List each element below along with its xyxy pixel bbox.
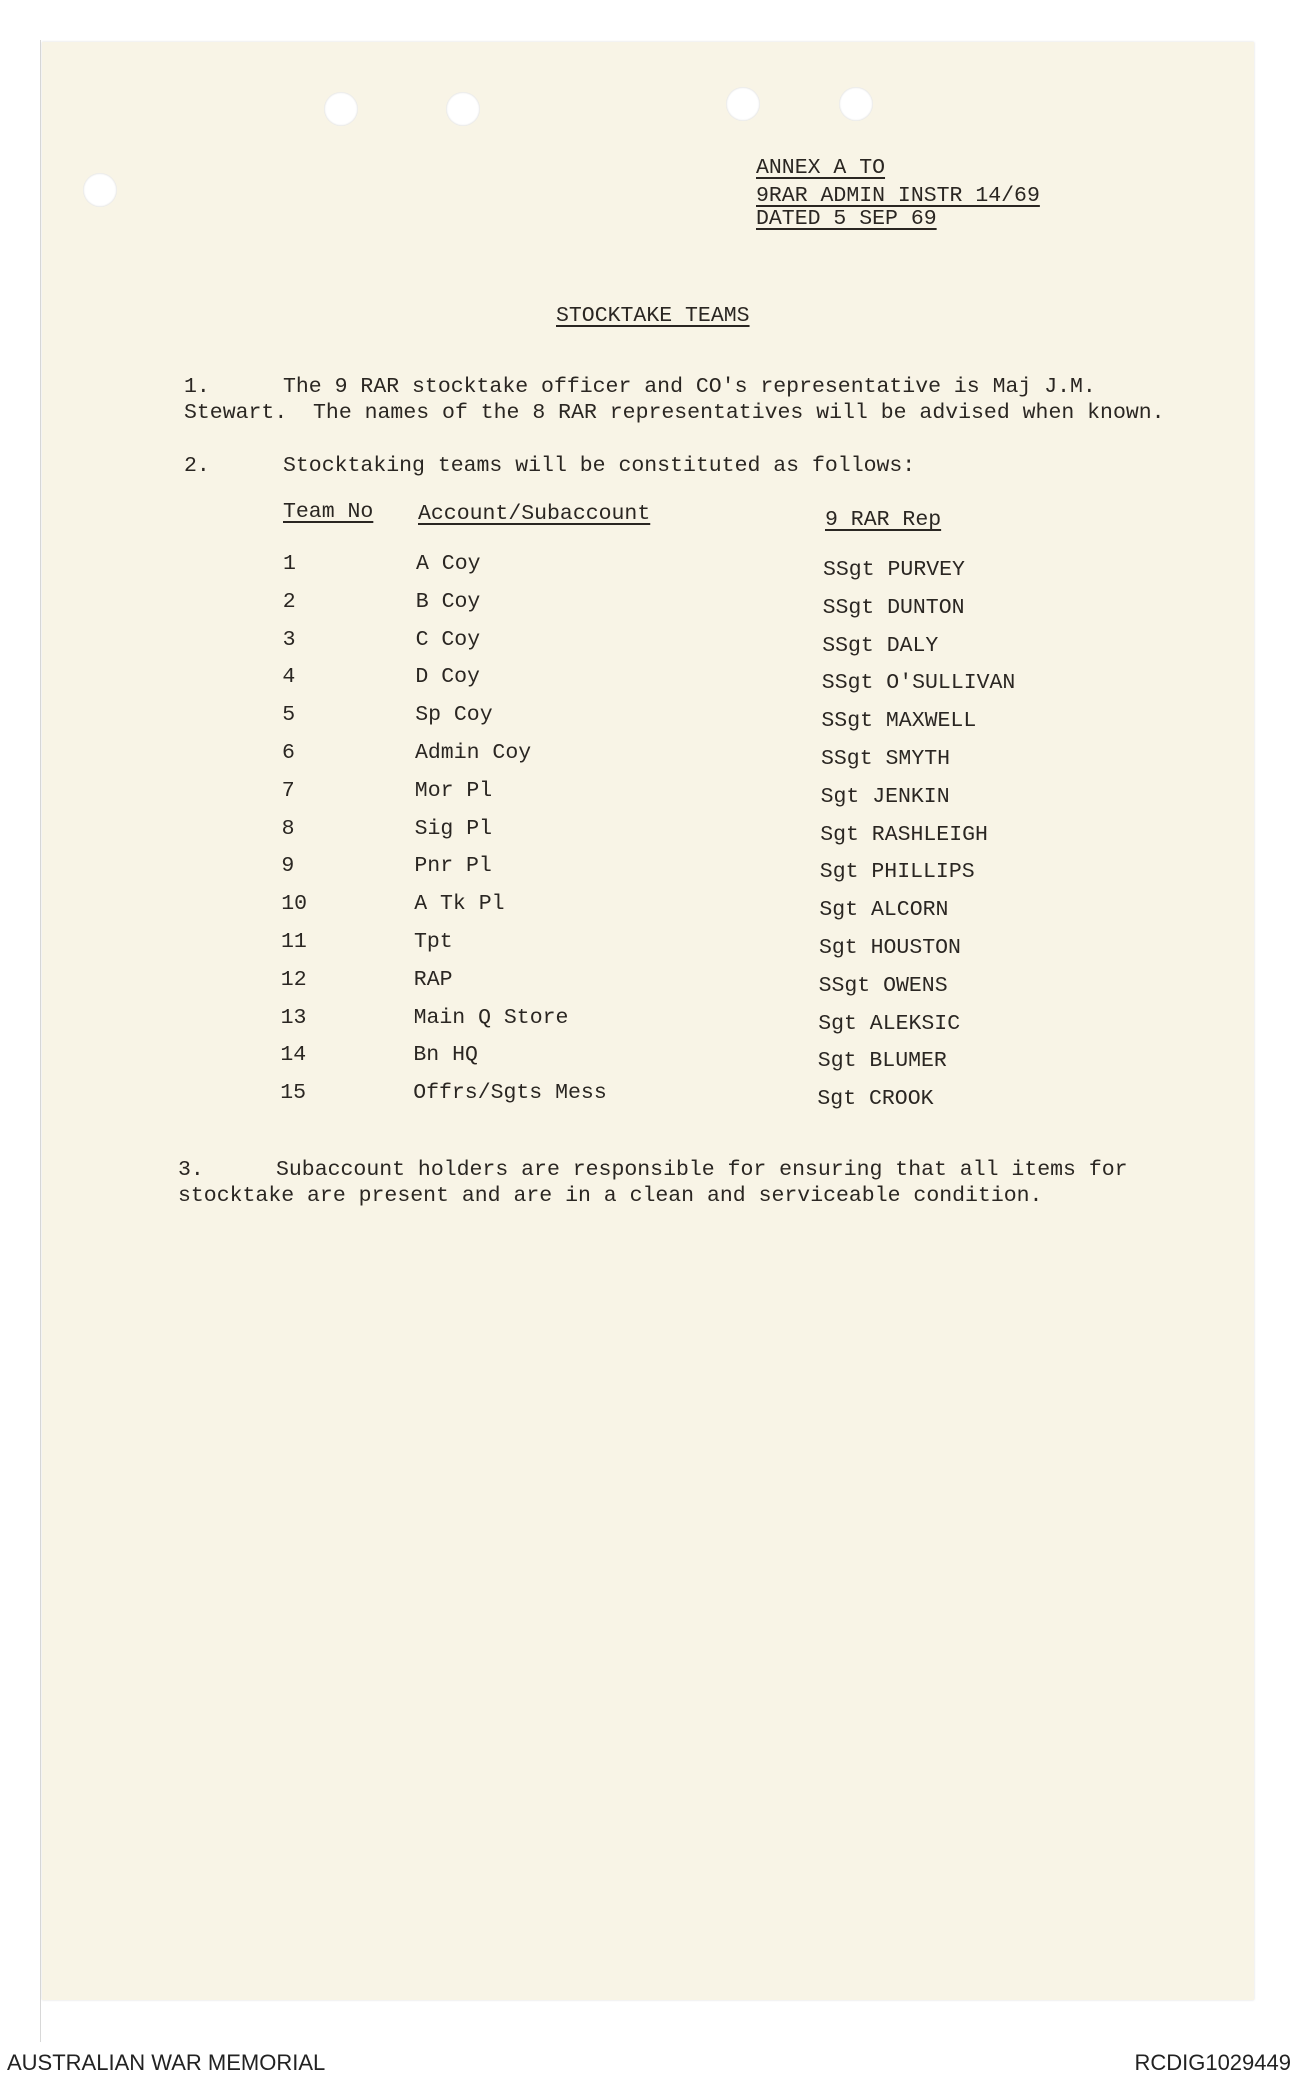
cell-rep: Sgt JENKIN bbox=[820, 784, 950, 809]
footer-id: RCDIG1029449 bbox=[1134, 2050, 1291, 2075]
cell-team-no: 7 bbox=[281, 778, 295, 803]
para1-line2: Stewart. The names of the 8 RAR representatives will be advised when known. bbox=[184, 401, 1165, 425]
header-team-no: Team No bbox=[283, 500, 374, 524]
cell-team-no: 6 bbox=[282, 741, 295, 765]
cell-rep: SSgt O'SULLIVAN bbox=[821, 671, 1016, 696]
cell-account: B Coy bbox=[415, 589, 481, 614]
cell-rep: SSgt OWENS bbox=[818, 973, 948, 998]
punch-hole bbox=[726, 87, 760, 121]
cell-rep: SSgt DUNTON bbox=[822, 595, 965, 620]
header-account: Account/Subaccount bbox=[418, 502, 651, 526]
punch-hole bbox=[446, 92, 480, 126]
annex-line-1: ANNEX A TO bbox=[756, 156, 886, 180]
scan-edge bbox=[40, 40, 41, 2042]
cell-account: A Tk Pl bbox=[414, 892, 505, 917]
para3-line1: Subaccount holders are responsible for ensuring that all items for bbox=[276, 1158, 1128, 1182]
document-page bbox=[42, 42, 1254, 2000]
cell-account: A Coy bbox=[416, 552, 481, 576]
cell-account: D Coy bbox=[415, 665, 480, 690]
cell-team-no: 11 bbox=[281, 930, 307, 954]
para3-number: 3. bbox=[178, 1158, 204, 1182]
cell-rep: Sgt BLUMER bbox=[817, 1049, 947, 1074]
cell-account: Sp Coy bbox=[415, 703, 493, 728]
cell-team-no: 1 bbox=[283, 552, 296, 576]
para3-line2: stocktake are present and are in a clean and serviceable condition. bbox=[178, 1184, 1043, 1208]
cell-team-no: 14 bbox=[280, 1043, 307, 1068]
cell-account: Pnr Pl bbox=[414, 854, 492, 879]
cell-account: Admin Coy bbox=[415, 741, 532, 765]
page-title: STOCKTAKE TEAMS bbox=[556, 304, 750, 328]
annex-line-2: 9RAR ADMIN INSTR 14/69 bbox=[756, 184, 1040, 208]
cell-team-no: 9 bbox=[281, 854, 295, 879]
cell-rep: SSgt PURVEY bbox=[823, 558, 965, 582]
cell-team-no: 5 bbox=[282, 703, 296, 728]
cell-account: Tpt bbox=[414, 930, 453, 954]
footer-source: AUSTRALIAN WAR MEMORIAL bbox=[7, 2050, 326, 2075]
cell-rep: Sgt RASHLEIGH bbox=[820, 822, 988, 847]
cell-rep: Sgt ALCORN bbox=[819, 898, 949, 923]
cell-rep: Sgt CROOK bbox=[817, 1087, 934, 1112]
cell-account: RAP bbox=[413, 967, 453, 992]
cell-rep: SSgt SMYTH bbox=[821, 747, 951, 771]
cell-account: Mor Pl bbox=[414, 778, 493, 803]
cell-account: Offrs/Sgts Mess bbox=[413, 1081, 607, 1106]
cell-team-no: 12 bbox=[280, 967, 307, 992]
header-rep: 9 RAR Rep bbox=[825, 508, 942, 532]
cell-team-no: 3 bbox=[282, 627, 296, 652]
para2-text: Stocktaking teams will be constituted as follows: bbox=[283, 454, 916, 478]
cell-account: Main Q Store bbox=[413, 1005, 569, 1030]
cell-team-no: 10 bbox=[281, 892, 307, 917]
cell-rep: SSgt DALY bbox=[822, 633, 939, 658]
cell-team-no: 8 bbox=[281, 816, 295, 841]
cell-rep: Sgt PHILLIPS bbox=[819, 860, 975, 885]
cell-account: C Coy bbox=[415, 627, 481, 652]
punch-hole bbox=[839, 87, 873, 121]
cell-team-no: 15 bbox=[280, 1081, 306, 1106]
annex-line-3: DATED 5 SEP 69 bbox=[756, 207, 937, 231]
cell-rep: Sgt HOUSTON bbox=[819, 936, 961, 960]
para1-line1: The 9 RAR stocktake officer and CO's representative is Maj J.M. bbox=[283, 375, 1096, 399]
punch-hole bbox=[324, 92, 358, 126]
para1-number: 1. bbox=[184, 375, 210, 399]
cell-rep: Sgt ALEKSIC bbox=[818, 1011, 961, 1036]
cell-team-no: 2 bbox=[282, 589, 296, 614]
punch-hole bbox=[83, 173, 117, 207]
cell-team-no: 4 bbox=[282, 665, 296, 690]
para2-number: 2. bbox=[184, 454, 210, 478]
cell-account: Bn HQ bbox=[413, 1043, 478, 1068]
cell-team-no: 13 bbox=[280, 1005, 307, 1030]
cell-account: Sig Pl bbox=[414, 816, 493, 841]
cell-rep: SSgt MAXWELL bbox=[821, 709, 977, 734]
